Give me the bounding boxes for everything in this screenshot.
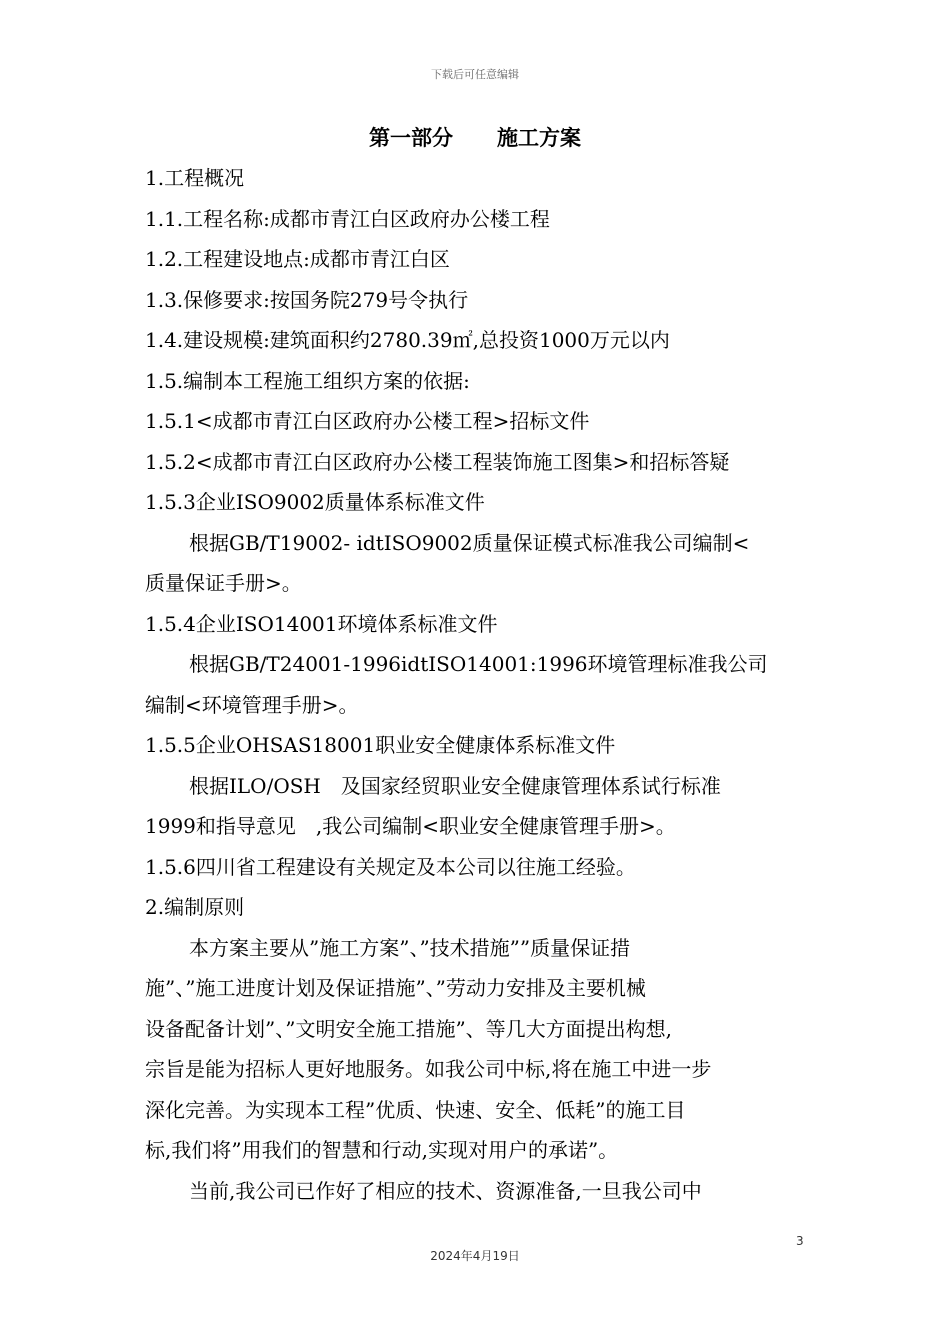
paragraph-line: 深化完善。为实现本工程”优质、快速、安全、低耗”的施工目 [145, 1097, 686, 1122]
footer-date: 2024年4月19日 [430, 1249, 520, 1263]
paragraph-line: 根据GB/T24001-1996idtISO14001:1996环境管理标准我公司 [189, 652, 768, 676]
paragraph-line: 设备配备计划”、”文明安全施工措施”、等几大方面提出构想, [145, 1016, 673, 1041]
paragraph-line: 根据ILO/OSH 及国家经贸职业安全健康管理体系试行标准 [189, 773, 721, 798]
section-title-part: 第一部分 [369, 125, 453, 150]
paragraph-line: 当前,我公司已作好了相应的技术、资源准备,一旦我公司中 [189, 1178, 702, 1203]
page-number: 3 [796, 1234, 804, 1248]
paragraph-line: 根据GB/T19002- idtISO9002质量保证模式标准我公司编制< [189, 530, 750, 555]
item-basis-6: 1.5.6四川省工程建设有关规定及本公司以往施工经验。 [145, 854, 636, 879]
document-body [145, 158, 807, 1211]
item-basis-5: 1.5.5企业OHSAS18001职业安全健康体系标准文件 [145, 733, 616, 757]
section-title-name: 施工方案 [497, 125, 581, 150]
paragraph-line: 本方案主要从”施工方案”、”技术措施””质量保证措 [189, 935, 631, 960]
item-scale: 1.4.建设规模:建筑面积约2780.39㎡,总投资1000万元以内 [145, 328, 670, 352]
item-basis-3: 1.5.3企业ISO9002质量体系标准文件 [145, 490, 485, 514]
paragraph-line: 宗旨是能为招标人更好地服务。如我公司中标,将在施工中进一步 [145, 1057, 712, 1081]
item-project-name: 1.1.工程名称:成都市青江白区政府办公楼工程 [145, 206, 550, 231]
paragraph-line: 标,我们将”用我们的智慧和行动,实现对用户的承诺”。 [145, 1138, 619, 1162]
heading-project-overview: 1.工程概况 [145, 166, 245, 190]
heading-principles: 2.编制原则 [145, 895, 245, 919]
item-basis-2: 1.5.2<成都市青江白区政府办公楼工程装饰施工图集>和招标答疑 [145, 449, 730, 474]
item-warranty: 1.3.保修要求:按国务院279号令执行 [145, 287, 469, 312]
paragraph-line: 编制<环境管理手册>。 [145, 692, 359, 717]
page-header-note: 下载后可任意编辑 [431, 68, 519, 81]
item-basis-4: 1.5.4企业ISO14001环境体系标准文件 [145, 611, 498, 636]
paragraph-line: 施”、”施工进度计划及保证措施”、”劳动力安排及主要机械 [145, 976, 646, 1000]
paragraph-line: 1999和指导意见 ,我公司编制<职业安全健康管理手册>。 [145, 814, 676, 838]
item-project-location: 1.2.工程建设地点:成都市青江白区 [145, 247, 450, 271]
section-title [0, 122, 950, 152]
item-basis-1: 1.5.1<成都市青江白区政府办公楼工程>招标文件 [145, 409, 590, 433]
item-basis: 1.5.编制本工程施工组织方案的依据: [145, 368, 470, 393]
paragraph-line: 质量保证手册>。 [145, 571, 302, 595]
